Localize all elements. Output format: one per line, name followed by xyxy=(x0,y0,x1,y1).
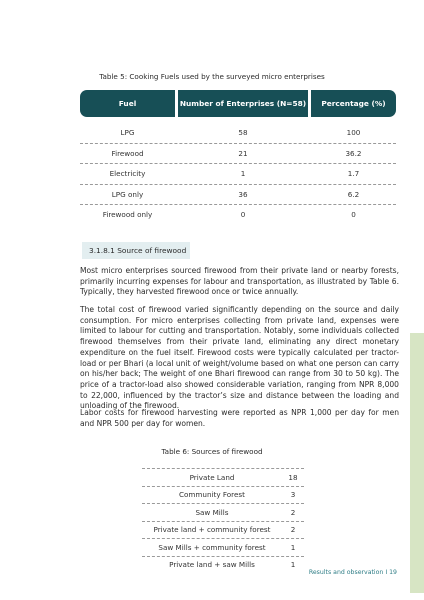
source-cell: Saw Mills + community forest xyxy=(158,542,266,552)
table-row xyxy=(80,185,396,206)
table-row xyxy=(142,469,304,487)
table-row xyxy=(142,539,304,557)
source-cell: Private Land xyxy=(189,472,235,482)
fuel-cell: Electricity xyxy=(109,169,146,179)
count-cell: 18 xyxy=(288,472,298,482)
table-row xyxy=(142,522,304,540)
count-cell: 1 xyxy=(290,560,296,570)
percentage-cell: 1.7 xyxy=(347,169,360,179)
table-row xyxy=(80,164,396,185)
count-cell: 2 xyxy=(290,525,296,535)
table-row xyxy=(80,123,396,144)
firewood-sources-table xyxy=(142,468,304,573)
cooking-fuels-table xyxy=(80,90,396,225)
table-header xyxy=(80,90,396,117)
enterprises-cell: 0 xyxy=(240,210,246,220)
page-footer: Results and observation I 19 xyxy=(308,569,397,576)
percentage-cell: 36.2 xyxy=(345,148,362,158)
fuel-cell: Firewood only xyxy=(102,210,153,220)
enterprises-cell: 36 xyxy=(238,189,248,199)
column-header-enterprises: Number of Enterprises (N=58) xyxy=(178,90,308,117)
percentage-cell: 0 xyxy=(351,210,356,220)
table-row xyxy=(80,144,396,165)
source-cell: Community Forest xyxy=(179,490,245,500)
fuel-cell: LPG xyxy=(120,128,135,138)
table-row xyxy=(80,205,396,225)
enterprises-cell: 58 xyxy=(238,128,248,138)
percentage-cell: 6.2 xyxy=(347,189,360,199)
count-cell: 2 xyxy=(290,507,296,517)
fuel-cell: LPG only xyxy=(111,189,144,199)
percentage-cell: 100 xyxy=(346,128,361,138)
table-row xyxy=(142,557,304,574)
table-row xyxy=(142,504,304,522)
count-cell: 1 xyxy=(290,542,296,552)
table-row xyxy=(142,487,304,505)
fuel-cell: Firewood xyxy=(111,148,144,158)
table5-caption: Table 5: Cooking Fuels used by the surveyed micro enterprises xyxy=(99,72,325,81)
count-cell: 3 xyxy=(290,490,296,500)
column-header-percentage: Percentage (%) xyxy=(311,90,396,117)
column-header-fuel: Fuel xyxy=(80,90,175,117)
body-paragraph: Labor costs for firewood harvesting were reported as NPR 1,000 per day for men and NPR 500 per day for women. xyxy=(80,408,399,428)
body-paragraph: The total cost of firewood varied significantly depending on the source and daily consumption. For micro enterprises collecting from private land, expenses were limited to labour for cutting and transportation. Notably, some individuals collected firewood themselves from their private land, eliminating any direct monetary expenditure on the fuel itself. Firewood costs were typically calculated per tractor-load or per Bhari (a local unit of weight/volume based on what one person can carry on his/her back; The weight of one Bhari firewood can range from 30 to 50 kg). The price of a tractor-load also showed considerable variation, ranging from NPR 8,000 to 22,000, influenced by the tractor’s size and distance between the loading and unloading of the firewood. xyxy=(80,305,399,411)
source-cell: Private land + saw Mills xyxy=(169,560,255,570)
enterprises-cell: 21 xyxy=(238,148,248,158)
source-cell: Private land + community forest xyxy=(153,525,271,535)
enterprises-cell: 1 xyxy=(240,169,246,179)
body-paragraph: Most micro enterprises sourced firewood from their private land or nearby forests, primarily incurring expenses for labour and transportation, as illustrated by Table 6. Typically, they harvested firewood once or twice annually. xyxy=(80,266,399,297)
source-cell: Saw Mills xyxy=(195,507,229,517)
side-accent-bar xyxy=(410,333,424,593)
section-heading: 3.1.8.1 Source of firewood xyxy=(82,242,190,259)
table6-caption: Table 6: Sources of firewood xyxy=(161,447,263,456)
